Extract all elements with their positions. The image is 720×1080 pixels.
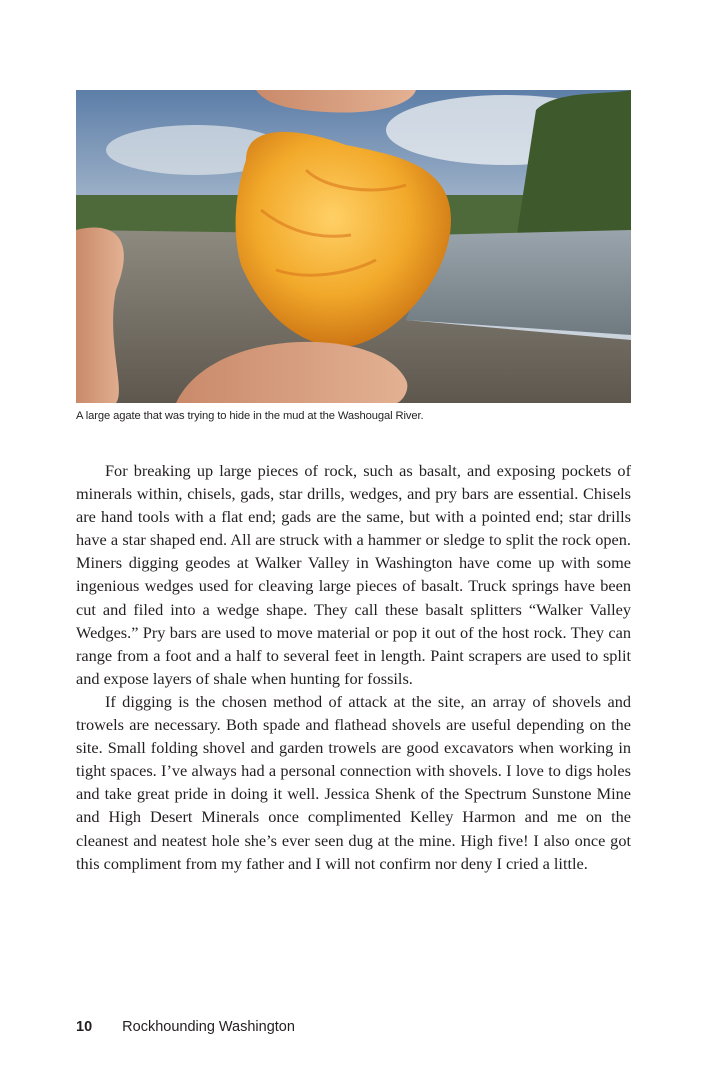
agate-photo — [76, 90, 631, 403]
paragraph: For breaking up large pieces of rock, such as basalt, and exposing pockets of minerals within, chisels, gads, star drills, wedges, and pry bars are essential. Chisels are hand tools with a flat end; gads are the same, but with a pointed end; star drills have a star shaped end. All are struck with a hammer or sledge to split the rock open. Miners digging geodes at Walker Valley in Washington have come up with some ingenious wedges used for cleaving large pieces of basalt. Truck springs have been cut and filed into a wedge shape. They call these basalt splitters “Walker Valley Wedges.” Pry bars are used to move material or pop it out of the host rock. They can range from a foot and a half to several feet in length. Paint scrapers are used to split and expose layers of shale when hunting for fossils. — [76, 461, 631, 688]
page-footer — [76, 1019, 295, 1035]
figure-caption: A large agate that was trying to hide in the mud at the Washougal River. — [76, 410, 424, 422]
paragraph: If digging is the chosen method of attack at the site, an array of shovels and trowels are necessary. Both spade and flathead shovels are useful depending on the site. Small folding shovel and garden trowels are good excavators when working in tight spaces. I’ve always had a personal connection with shovels. I love to digs holes and take great pride in doing it well. Jessica Shenk of the Spectrum Sunstone Mine and High Desert Minerals once complimented Kelley Harmon and me on the cleanest and neatest hole she’s ever seen dug at the mine. High five! I also once got this compliment from my father and I will not confirm nor deny I cried a little. — [76, 691, 631, 873]
running-title: Rockhounding Washington — [122, 1019, 295, 1035]
body-text — [76, 459, 631, 875]
page-number: 10 — [76, 1019, 93, 1035]
